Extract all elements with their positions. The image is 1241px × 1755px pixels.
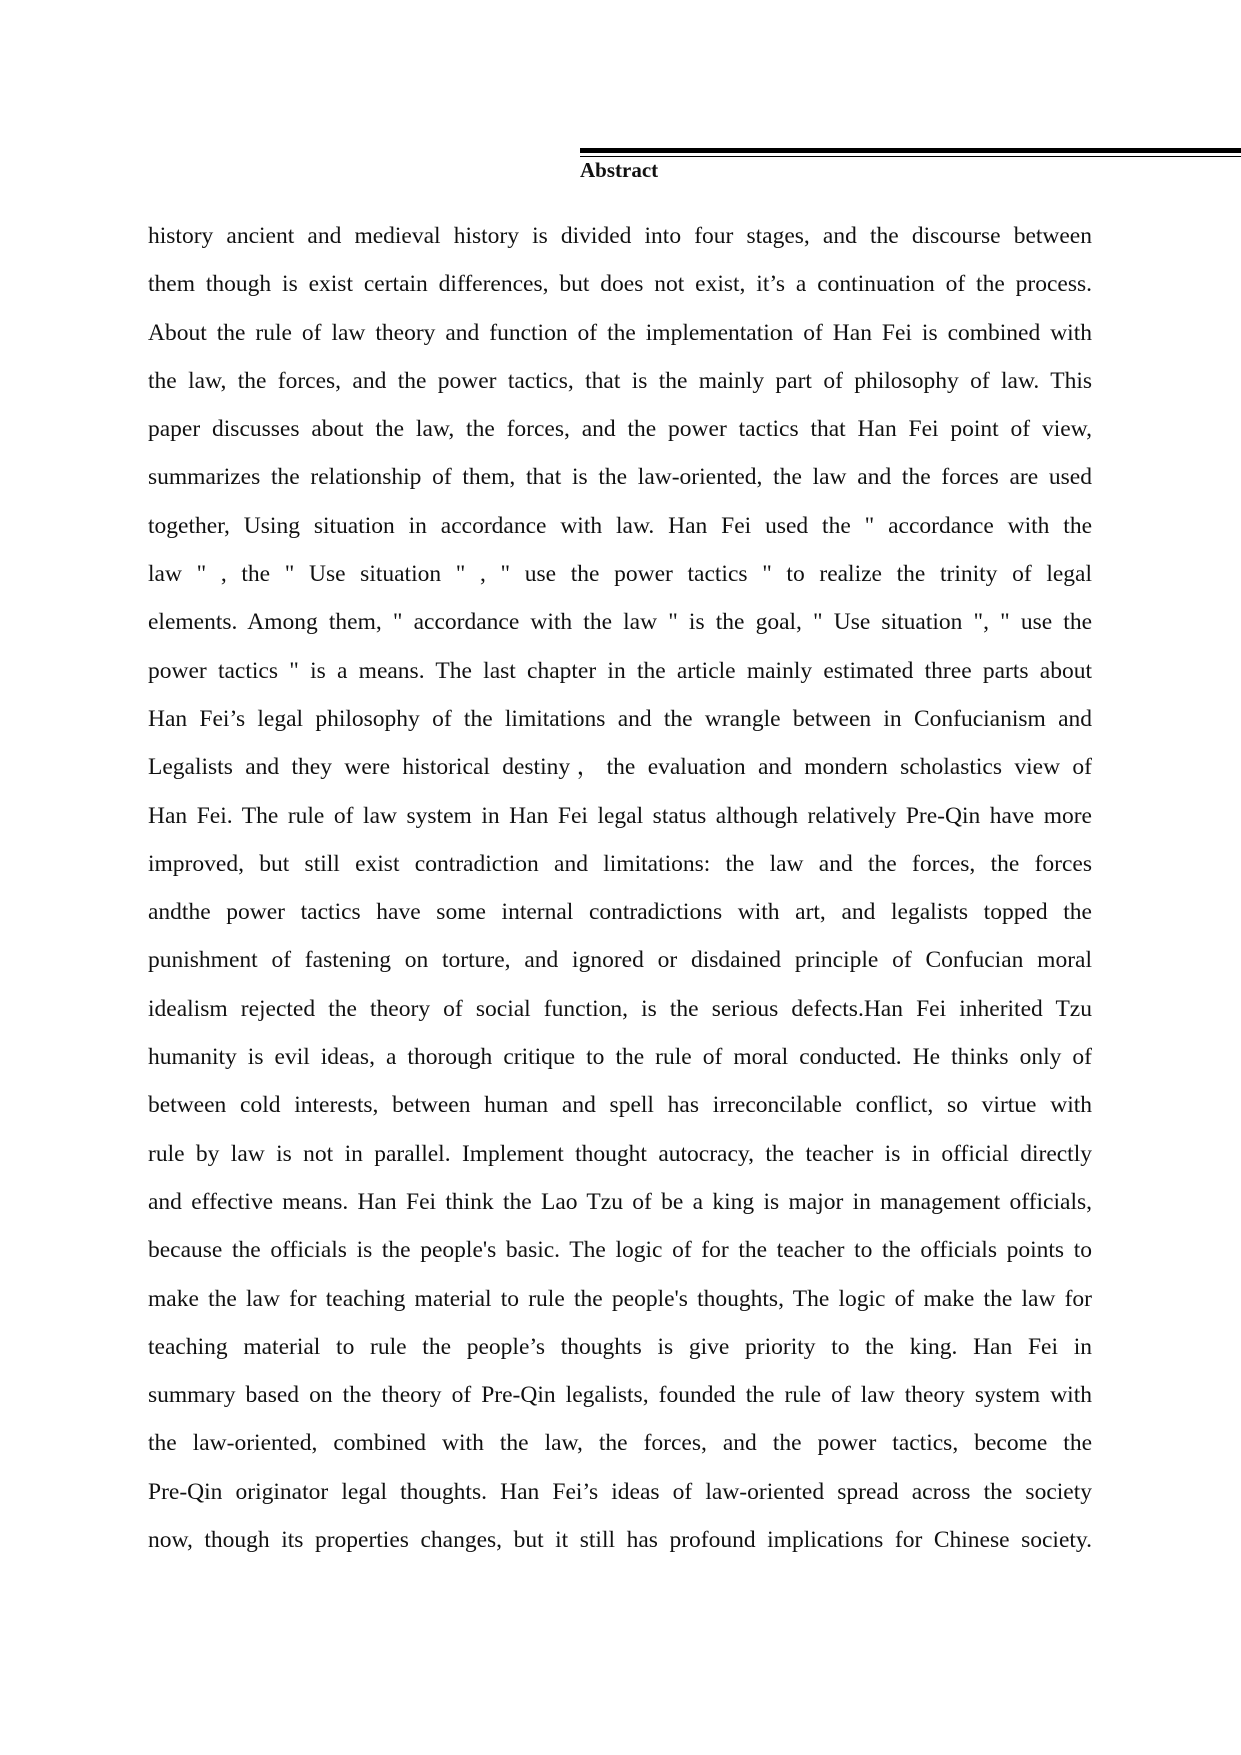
text-line: and effective means. Han Fei think the Lao Tzu of be a king is major in management officials, bbox=[148, 1188, 1092, 1215]
text-line: together, Using situation in accordance with law. Han Fei used the " accordance with the bbox=[148, 512, 1092, 539]
text-line: punishment of fastening on torture, and ignored or disdained principle of Confucian moral bbox=[148, 947, 1092, 974]
text-line: summary based on the theory of Pre-Qin legalists, founded the rule of law theory system with bbox=[148, 1382, 1092, 1409]
page-header-title: Abstract bbox=[580, 158, 659, 182]
abstract-body bbox=[148, 216, 1092, 1568]
text-line: because the officials is the people's basic. The logic of for the teacher to the officials points to bbox=[148, 1237, 1092, 1264]
text-line: law " , the " Use situation " , " use the power tactics " to realize the trinity of legal bbox=[148, 561, 1092, 588]
text-line: between cold interests, between human and spell has irreconcilable conflict, so virtue with bbox=[148, 1092, 1092, 1119]
text-line: Han Fei’s legal philosophy of the limitations and the wrangle between in Confucianism and bbox=[148, 705, 1092, 732]
text-line: idealism rejected the theory of social function, is the serious defects.Han Fei inherited Tzu bbox=[148, 995, 1092, 1022]
text-line: summarizes the relationship of them, that is the law-oriented, the law and the forces are used bbox=[148, 464, 1092, 491]
text-line: rule by law is not in parallel. Implement thought autocracy, the teacher is in official directly bbox=[148, 1140, 1092, 1167]
text-line: power tactics " is a means. The last chapter in the article mainly estimated three parts about bbox=[148, 657, 1092, 684]
header-rule-thin bbox=[580, 156, 1241, 157]
text-line: teaching material to rule the people’s thoughts is give priority to the king. Han Fei in bbox=[148, 1333, 1092, 1360]
text-line: paper discusses about the law, the forces, and the power tactics that Han Fei point of view, bbox=[148, 416, 1092, 443]
text-line: humanity is evil ideas, a thorough critique to the rule of moral conducted. He thinks only of bbox=[148, 1044, 1092, 1071]
text-line: Han Fei. The rule of law system in Han Fei legal status although relatively Pre-Qin have more bbox=[148, 802, 1092, 829]
text-line: the law-oriented, combined with the law, the forces, and the power tactics, become the bbox=[148, 1430, 1092, 1457]
text-line: the law, the forces, and the power tactics, that is the mainly part of philosophy of law. This bbox=[148, 367, 1092, 394]
text-line: improved, but still exist contradiction and limitations: the law and the forces, the forces bbox=[148, 850, 1092, 877]
text-line: them though is exist certain differences, but does not exist, it’s a continuation of the process. bbox=[148, 271, 1092, 298]
text-line: Pre-Qin originator legal thoughts. Han Fei’s ideas of law-oriented spread across the society bbox=[148, 1478, 1092, 1505]
text-line: andthe power tactics have some internal contradictions with art, and legalists topped the bbox=[148, 899, 1092, 926]
text-line: About the rule of law theory and function of the implementation of Han Fei is combined with bbox=[148, 319, 1092, 346]
header-rule-thick bbox=[580, 148, 1241, 153]
text-line: Legalists and they were historical destiny，the evaluation and mondern scholastics view of bbox=[148, 754, 1092, 781]
text-line: now, though its properties changes, but it still has profound implications for Chinese society. bbox=[148, 1527, 1092, 1554]
text-line: make the law for teaching material to rule the people's thoughts, The logic of make the law for bbox=[148, 1285, 1092, 1312]
text-line: elements. Among them, " accordance with the law " is the goal, " Use situation ", " use the bbox=[148, 609, 1092, 636]
text-line: history ancient and medieval history is divided into four stages, and the discourse between bbox=[148, 223, 1092, 249]
